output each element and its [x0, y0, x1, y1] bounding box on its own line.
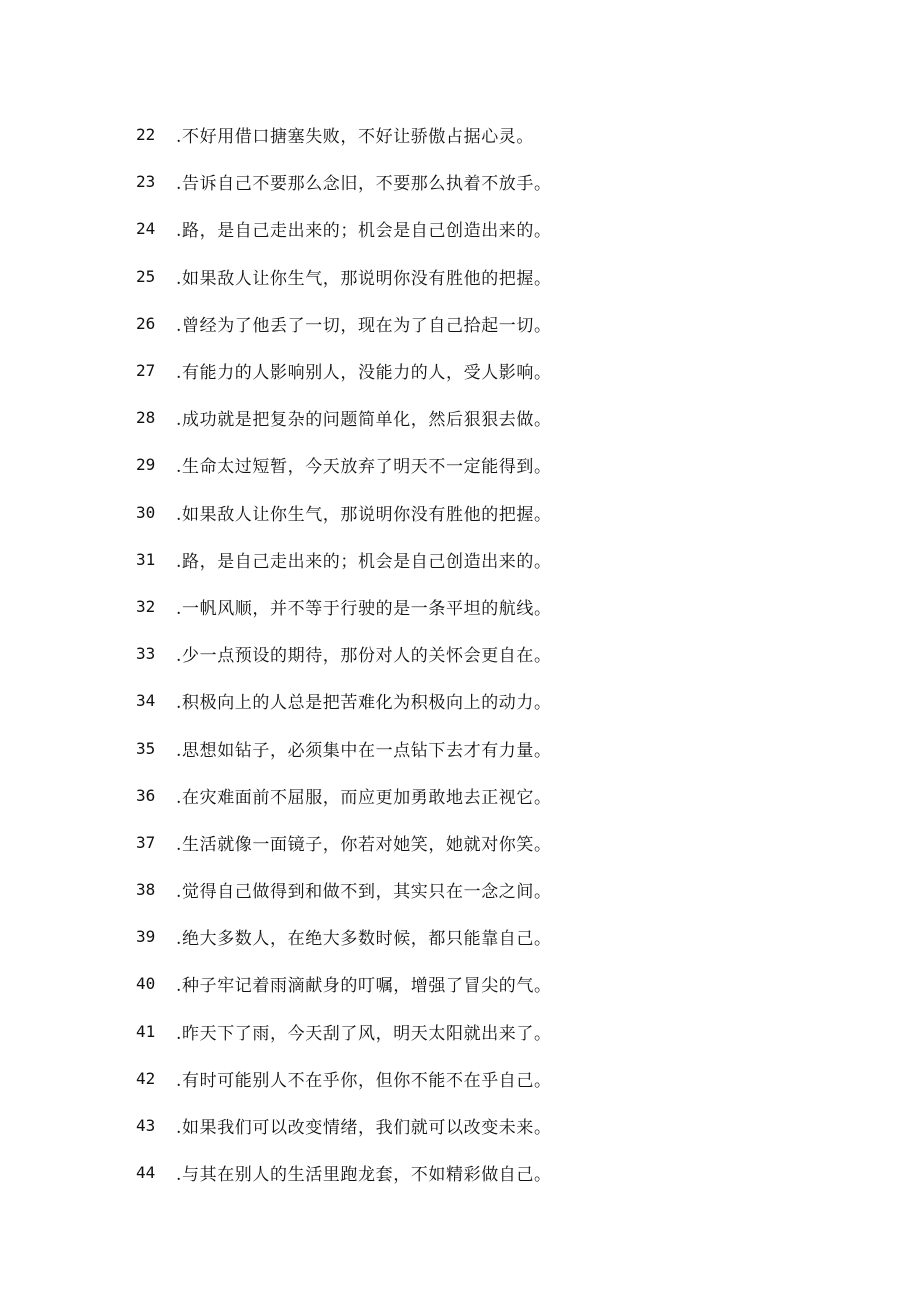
list-item — [136, 677, 856, 724]
item-text: .有时可能别人不在乎你，但你不能不在乎自己。 — [176, 1070, 552, 1091]
item-number: 44 — [136, 1163, 156, 1183]
list-item — [136, 158, 856, 205]
item-text: .路，是自己走出来的；机会是自己创造出来的。 — [176, 221, 552, 242]
item-number: 27 — [136, 361, 156, 381]
list-item — [136, 111, 856, 158]
item-number: 40 — [136, 974, 156, 994]
item-number: 22 — [136, 125, 156, 145]
list-item — [136, 205, 856, 252]
item-number: 25 — [136, 266, 156, 286]
item-text: .绝大多数人，在绝大多数时候，都只能靠自己。 — [176, 929, 552, 950]
list-item — [136, 630, 856, 677]
list-item — [136, 1008, 856, 1055]
item-number: 31 — [136, 549, 156, 569]
item-text: .生命太过短暂，今天放弃了明天不一定能得到。 — [176, 457, 552, 478]
item-number: 28 — [136, 408, 156, 428]
item-text: .一帆风顺，并不等于行驶的是一条平坦的航线。 — [176, 598, 552, 619]
item-number: 29 — [136, 455, 156, 475]
item-text: .思想如钻子，必须集中在一点钻下去才有力量。 — [176, 740, 552, 761]
item-text: .觉得自己做得到和做不到，其实只在一念之间。 — [176, 882, 552, 903]
list-item — [136, 441, 856, 488]
item-number: 30 — [136, 502, 156, 522]
item-text: .不好用借口搪塞失败，不好让骄傲占据心灵。 — [176, 127, 535, 148]
item-number: 37 — [136, 832, 156, 852]
item-text: .成功就是把复杂的问题简单化，然后狠狠去做。 — [176, 410, 552, 431]
item-text: .昨天下了雨，今天刮了风，明天太阳就出来了。 — [176, 1023, 552, 1044]
item-number: 38 — [136, 880, 156, 900]
item-number: 24 — [136, 219, 156, 239]
item-text: .有能力的人影响别人，没能力的人，受人影响。 — [176, 363, 552, 384]
list-item — [136, 913, 856, 960]
item-number: 41 — [136, 1021, 156, 1041]
list-item — [136, 1149, 856, 1196]
item-number: 42 — [136, 1068, 156, 1088]
list-item — [136, 489, 856, 536]
list-item — [136, 583, 856, 630]
list-item — [136, 253, 856, 300]
item-number: 26 — [136, 313, 156, 333]
list-item — [136, 1102, 856, 1149]
list-item — [136, 347, 856, 394]
item-text: .路，是自己走出来的；机会是自己创造出来的。 — [176, 551, 552, 572]
item-text: .如果敌人让你生气，那说明你没有胜他的把握。 — [176, 268, 552, 289]
item-number: 43 — [136, 1116, 156, 1136]
item-text: .积极向上的人总是把苦难化为积极向上的动力。 — [176, 693, 552, 714]
list-item — [136, 1055, 856, 1102]
item-number: 39 — [136, 927, 156, 947]
item-text: .生活就像一面镜子，你若对她笑，她就对你笑。 — [176, 834, 552, 855]
item-text: .如果我们可以改变情绪，我们就可以改变未来。 — [176, 1118, 552, 1139]
item-number: 32 — [136, 596, 156, 616]
item-text: .曾经为了他丢了一切，现在为了自己拾起一切。 — [176, 315, 552, 336]
list-item — [136, 536, 856, 583]
item-number: 23 — [136, 172, 156, 192]
list-item — [136, 960, 856, 1007]
item-text: .少一点预设的期待，那份对人的关怀会更自在。 — [176, 646, 552, 667]
list-item — [136, 772, 856, 819]
item-text: .与其在别人的生活里跑龙套，不如精彩做自己。 — [176, 1165, 552, 1186]
item-number: 35 — [136, 738, 156, 758]
list-item — [136, 819, 856, 866]
list-item — [136, 724, 856, 771]
list-item — [136, 866, 856, 913]
item-text: .告诉自己不要那么念旧，不要那么执着不放手。 — [176, 174, 552, 195]
item-number: 33 — [136, 644, 156, 664]
list-item — [136, 394, 856, 441]
list-item — [136, 300, 856, 347]
item-text: .如果敌人让你生气，那说明你没有胜他的把握。 — [176, 504, 552, 525]
item-text: .在灾难面前不屈服，而应更加勇敢地去正视它。 — [176, 787, 552, 808]
item-number: 34 — [136, 691, 156, 711]
item-number: 36 — [136, 785, 156, 805]
quote-list — [136, 111, 856, 1196]
item-text: .种子牢记着雨滴献身的叮嘱，增强了冒尖的气。 — [176, 976, 552, 997]
